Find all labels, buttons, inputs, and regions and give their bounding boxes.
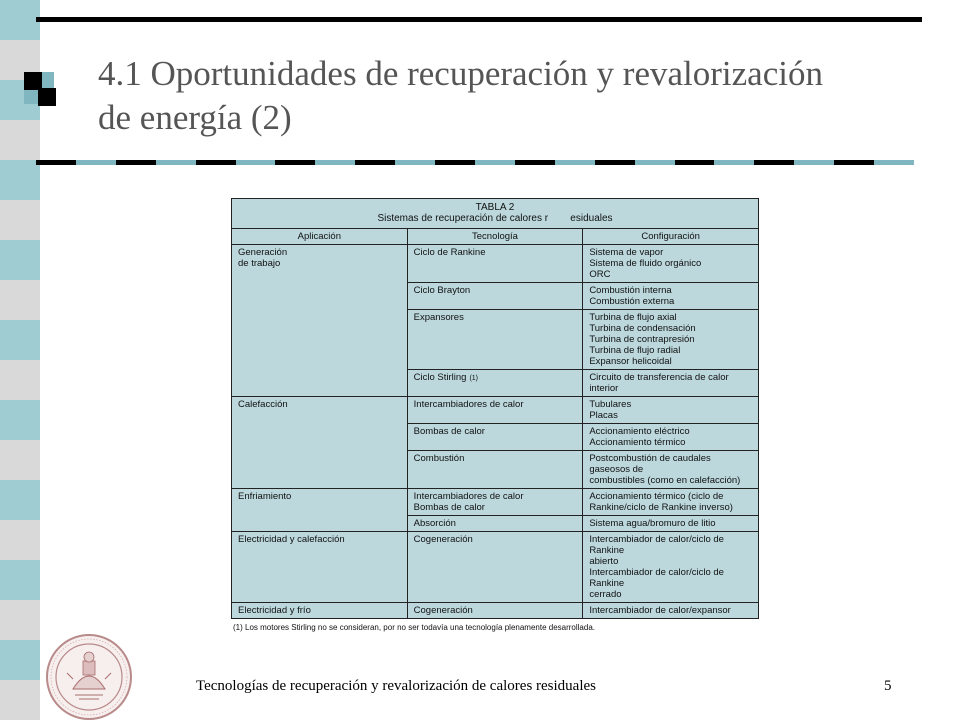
configuration-cell — [583, 424, 759, 451]
footer-text: Tecnologías de recuperación y revalorización de calores residuales — [196, 678, 597, 694]
technology-cell — [407, 397, 583, 424]
configuration-text: Circuito de transferencia de calor interior — [589, 372, 729, 394]
configuration-text: Accionamiento eléctrico — [589, 426, 690, 437]
technology-text: Intercambiadores de calor — [413, 399, 524, 410]
technology-text: Cogeneración — [413, 534, 473, 545]
configuration-cell — [583, 451, 759, 489]
divider-segment — [435, 160, 475, 165]
divider-segment — [635, 160, 675, 165]
strip-tile — [0, 400, 40, 440]
configuration-text: Turbina de flujo axial — [589, 312, 677, 323]
divider-segment — [395, 160, 435, 165]
configuration-text: Turbina de condensación — [589, 323, 696, 334]
strip-tile — [0, 440, 40, 480]
technology-text: Cogeneración — [413, 605, 473, 616]
strip-tile — [0, 680, 40, 720]
technology-cell — [407, 489, 583, 516]
table-row — [232, 489, 759, 516]
table-footnote: (1) Los motores Stirling no se consideran, por no ser todavía una tecnología plenamente desarrollada. — [233, 623, 595, 632]
strip-tile — [0, 560, 40, 600]
divider-segment — [236, 160, 276, 165]
configuration-cell — [583, 532, 759, 603]
configuration-text: Placas — [589, 410, 618, 421]
table-caption-title: TABLA 2 — [475, 202, 515, 213]
technology-text: Intercambiadores de calor — [413, 491, 524, 502]
configuration-text: Combustión externa — [589, 296, 675, 307]
strip-tile — [0, 640, 40, 680]
divider-segment — [475, 160, 515, 165]
technology-cell — [407, 370, 583, 397]
table-figure — [231, 198, 759, 632]
application-cell — [232, 489, 408, 532]
application-text: Generación — [238, 247, 288, 258]
configuration-text: Rankine/ciclo de Rankine inverso) — [589, 502, 733, 513]
divider-segment — [595, 160, 635, 165]
divider-segment — [275, 160, 315, 165]
table-row — [232, 532, 759, 603]
slide-title-line2: de energía (2) — [98, 98, 292, 137]
configuration-text: Intercambiador de calor/ciclo de Rankine — [589, 534, 724, 556]
strip-tile — [0, 0, 40, 40]
table-row — [232, 603, 759, 619]
divider-segment — [76, 160, 116, 165]
slide-title-line1: 4.1 Oportunidades de recuperación y revalorización — [98, 54, 823, 93]
divider-segment — [834, 160, 874, 165]
configuration-cell — [583, 397, 759, 424]
technology-cell — [407, 310, 583, 370]
technology-text: Ciclo Brayton — [413, 285, 471, 296]
application-text: Calefacción — [238, 399, 288, 410]
technology-cell — [407, 451, 583, 489]
strip-tile — [0, 160, 40, 200]
table-row — [232, 397, 759, 424]
configuration-text: Sistema agua/bromuro de litio — [589, 518, 716, 529]
configuration-text: Expansor helicoidal — [589, 356, 672, 367]
configuration-text: Intercambiador de calor/expansor — [589, 605, 731, 616]
divider-segment — [116, 160, 156, 165]
configuration-text: abierto — [589, 556, 619, 567]
configuration-cell — [583, 283, 759, 310]
strip-tile — [0, 360, 40, 400]
strip-tile — [0, 480, 40, 520]
technology-text: Expansores — [413, 312, 464, 323]
strip-tile — [0, 520, 40, 560]
divider-segment — [156, 160, 196, 165]
title-divider — [36, 160, 914, 165]
technology-cell — [407, 603, 583, 619]
configuration-cell — [583, 310, 759, 370]
configuration-text: Turbina de flujo radial — [589, 345, 681, 356]
application-cell — [232, 532, 408, 603]
heat-recovery-table — [231, 198, 759, 619]
configuration-text: Sistema de vapor — [589, 247, 664, 258]
configuration-text: Sistema de fluido orgánico — [589, 258, 702, 269]
application-text: Electricidad y frío — [238, 605, 311, 616]
technology-text: Bombas de calor — [413, 426, 485, 437]
technology-cell — [407, 283, 583, 310]
configuration-cell — [583, 516, 759, 532]
column-header: Configuración — [583, 229, 759, 245]
strip-tile — [0, 320, 40, 360]
table-header-row — [232, 229, 759, 245]
configuration-text: Combustión interna — [589, 285, 672, 296]
configuration-text: ORC — [589, 269, 611, 280]
university-seal-icon — [45, 633, 133, 721]
technology-cell — [407, 245, 583, 283]
strip-tile — [0, 120, 40, 160]
application-cell — [232, 397, 408, 489]
configuration-text: Tubulares — [589, 399, 632, 410]
table-caption-subtitle: Sistemas de recuperación de calores r esiduales — [377, 213, 613, 224]
configuration-text: cerrado — [589, 589, 622, 600]
configuration-text: Postcombustión de caudales gaseosos de — [589, 453, 711, 475]
technology-text: Ciclo Stirling — [413, 372, 467, 383]
column-header: Tecnología — [407, 229, 583, 245]
configuration-cell — [583, 489, 759, 516]
configuration-text: Turbina de contrapresión — [589, 334, 695, 345]
application-cell — [232, 245, 408, 397]
slide-title — [98, 52, 918, 140]
configuration-text: Accionamiento térmico (ciclo de — [589, 491, 724, 502]
technology-text: Ciclo de Rankine — [413, 247, 486, 258]
application-text: Enfriamiento — [238, 491, 292, 502]
technology-cell — [407, 424, 583, 451]
configuration-cell — [583, 245, 759, 283]
divider-segment — [714, 160, 754, 165]
strip-tile — [0, 240, 40, 280]
application-text: de trabajo — [238, 258, 281, 269]
application-cell — [232, 603, 408, 619]
application-text: Electricidad y calefacción — [238, 534, 345, 545]
top-rule — [36, 17, 922, 22]
strip-tile — [0, 600, 40, 640]
divider-segment — [754, 160, 794, 165]
configuration-cell — [583, 603, 759, 619]
footnote-marker: (1) — [469, 375, 479, 382]
divider-segment — [355, 160, 395, 165]
table-caption — [232, 199, 759, 229]
technology-text: Absorción — [413, 518, 456, 529]
title-bullet-decoration — [38, 88, 56, 106]
technology-cell — [407, 516, 583, 532]
configuration-text: combustibles (como en calefacción) — [589, 475, 741, 486]
configuration-text: Accionamiento térmico — [589, 437, 686, 448]
configuration-text: Intercambiador de calor/ciclo de Rankine — [589, 567, 724, 589]
divider-segment — [675, 160, 715, 165]
configuration-cell — [583, 370, 759, 397]
divider-segment — [555, 160, 595, 165]
divider-segment — [515, 160, 555, 165]
divider-segment — [196, 160, 236, 165]
divider-segment — [874, 160, 914, 165]
divider-segment — [36, 160, 76, 165]
technology-text: Bombas de calor — [413, 502, 485, 513]
page-number: 5 — [884, 678, 892, 694]
strip-tile — [0, 200, 40, 240]
column-header: Aplicación — [232, 229, 408, 245]
divider-segment — [315, 160, 355, 165]
technology-cell — [407, 532, 583, 603]
strip-tile — [0, 280, 40, 320]
technology-text: Combustión — [413, 453, 465, 464]
decorative-side-strip — [0, 0, 40, 720]
table-row — [232, 245, 759, 283]
divider-segment — [794, 160, 834, 165]
